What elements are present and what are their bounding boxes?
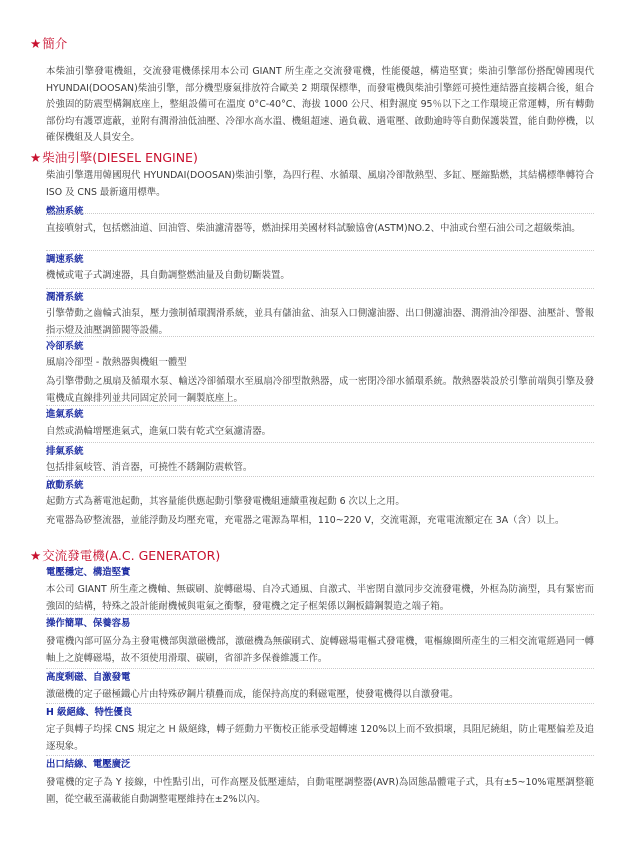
divider: [46, 476, 594, 477]
stability-paragraph: 本公司 GIANT 所生產之機軸、無碳刷、旋轉磁場、自冷式通風、自激式、半密閉自激同步交流發電機，外框為防滴型，具有緊密而強固的結構，特殊之設計能耐機械與電氣之衝擊，發電機之定子框架係以鋼板鑄鋼製造之端子箱。: [46, 584, 594, 612]
divider: [46, 442, 594, 443]
subsection-title-stability: 電壓穩定、構造堅實: [46, 567, 131, 578]
subsection-title-cooling: 冷卻系統: [46, 341, 84, 352]
divider: [46, 288, 594, 289]
lubrication-paragraph: 引擎帶動之齒輪式油泵，壓力強制循環潤滑系統，並具有儲油盆、油泵入口側濾油器、出口側濾油器、潤滑油冷卻器、油壓計、警報指示燈及油壓調節閥等設備。: [46, 308, 594, 336]
insulation-paragraph: 定子與轉子均採 CNS 規定之 H 級絕緣，轉子經動力平衡校正能承受超轉速 120%以上而不致損壞，具阻尼繞組，防止電壓偏差及追逐現象。: [46, 724, 594, 752]
diesel-intro-paragraph: 柴油引擎選用韓國現代 HYUNDAI(DOOSAN)柴油引擎，為四行程、水循環、風扇冷卻散熱型、多缸、壓縮點燃，其結構標準轉符合 ISO 及 CNS 最新適用標準。: [46, 170, 594, 198]
charger-paragraph: 充電器為矽整流器，並能浮動及均壓充電，充電器之電源為單相，110~220 V，交流電源，充電電流額定在 3A（含）以上。: [46, 515, 565, 526]
subsection-title-maintenance: 操作簡單、保養容易: [46, 618, 131, 629]
subsection-title-fuel: 燃油系統: [46, 206, 84, 217]
divider: [46, 668, 594, 669]
subsection-title-lubrication: 潤滑系統: [46, 292, 84, 303]
subsection-title-starting: 啟動系統: [46, 480, 84, 491]
starting-paragraph: 起動方式為蓄電池起動，其容量能供應起動引擎發電機組連續重複起動 6 次以上之用。: [46, 496, 405, 507]
divider: [46, 250, 594, 251]
cooling-paragraph: 為引擎帶動之風扇及循環水泵、輸送冷卻循環水至風扇冷卻型散熱器，成一密閉冷卻水循環系統。散熱器裝設於引擎前端與引擎及發電機成直線排列並共同固定於同一鋼製底座上。: [46, 376, 594, 404]
section-title-generator: [30, 548, 220, 564]
governor-paragraph: 機械或電子式調速器，具自動調整燃油量及自動切斷裝置。: [46, 270, 290, 281]
subsection-title-governor: 調速系統: [46, 254, 84, 265]
subsection-title-exhaust: 排氣系統: [46, 446, 84, 457]
subsection-title-intake: 進氣系統: [46, 409, 84, 420]
maintenance-paragraph: 發電機內部可區分為主發電機部與激磁機部，激磁機為無碳刷式、旋轉磁場電樞式發電機，電樞線圈所產生的三相交流電經過同一轉軸上之旋轉磁場，故不須使用滑環、碳刷，省卻許多保養維護工作。: [46, 636, 594, 664]
intro-paragraph: 本柴油引擎發電機組，交流發電機係採用本公司 GIANT 所生產之交流發電機，性能優越，構造堅實；柴油引擎部份搭配韓國現代 HYUNDAI(DOOSAN)柴油引擎，部分機型廢氣排放符合歐美 2 期環保標準，而發電機與柴油引擎經可撓性連結器直接耦合後，組合於強固的防震型構鋼底座上，整組設備可在溫度 0°C-40°C、海拔 1000 公尺、相對濕度 95％以下之工作環境正常運轉，所有轉動部份均有護罩遮蔽，並附有潤滑油低油壓、冷卻水高水溫、機組超速、過負載、過電壓、啟動逾時等自動保護裝置，能自動停機，以確保機組及人員安全。: [46, 66, 594, 144]
subsection-title-insulation: H 級絕緣、特性優良: [46, 707, 133, 718]
divider: [46, 614, 594, 615]
subsection-title-self-excitation: 高度剩磁、自激發電: [46, 672, 131, 683]
star-icon: ★: [30, 548, 42, 563]
divider: [46, 703, 594, 704]
subsection-title-output: 出口結線、電壓廣泛: [46, 759, 131, 770]
section-title-diesel: [30, 150, 198, 166]
divider: [46, 336, 594, 337]
star-icon: ★: [30, 36, 42, 51]
intake-paragraph: 自然或渦輪增壓進氣式，進氣口裝有乾式空氣濾清器。: [46, 426, 272, 437]
cooling-type-paragraph: 風扇冷卻型 - 散熱器與機組一體型: [46, 357, 187, 368]
divider: [46, 213, 594, 214]
divider: [46, 755, 594, 756]
fuel-paragraph: 直接噴射式，包括燃油道、回油管、柴油濾清器等，燃油採用美國材料試驗協會(ASTM)NO.2、中油或台塑石油公司之超級柴油。: [46, 223, 581, 234]
section-title-diesel-text: 柴油引擎(DIESEL ENGINE): [42, 150, 198, 165]
section-title-intro-text: 簡介: [42, 36, 68, 51]
output-paragraph: 發電機的定子為 Y 接線，中性點引出，可作高壓及低壓連結，自動電壓調整器(AVR)為固態晶體電子式，具有±5~10%電壓調整範圍，從空載至滿載能自動調整電壓維持在±2%以內。: [46, 777, 594, 805]
self-excitation-paragraph: 激磁機的定子磁極鐵心片由特殊矽鋼片積疊而成，能保持高度的剩磁電壓，使發電機得以自激發電。: [46, 689, 459, 700]
star-icon: ★: [30, 150, 42, 165]
divider: [46, 405, 594, 406]
section-title-generator-text: 交流發電機(A.C. GENERATOR): [42, 548, 221, 563]
section-title-intro: [30, 36, 67, 52]
exhaust-paragraph: 包括排氣岐管、消音器，可撓性不銹鋼防震軟管。: [46, 462, 253, 473]
